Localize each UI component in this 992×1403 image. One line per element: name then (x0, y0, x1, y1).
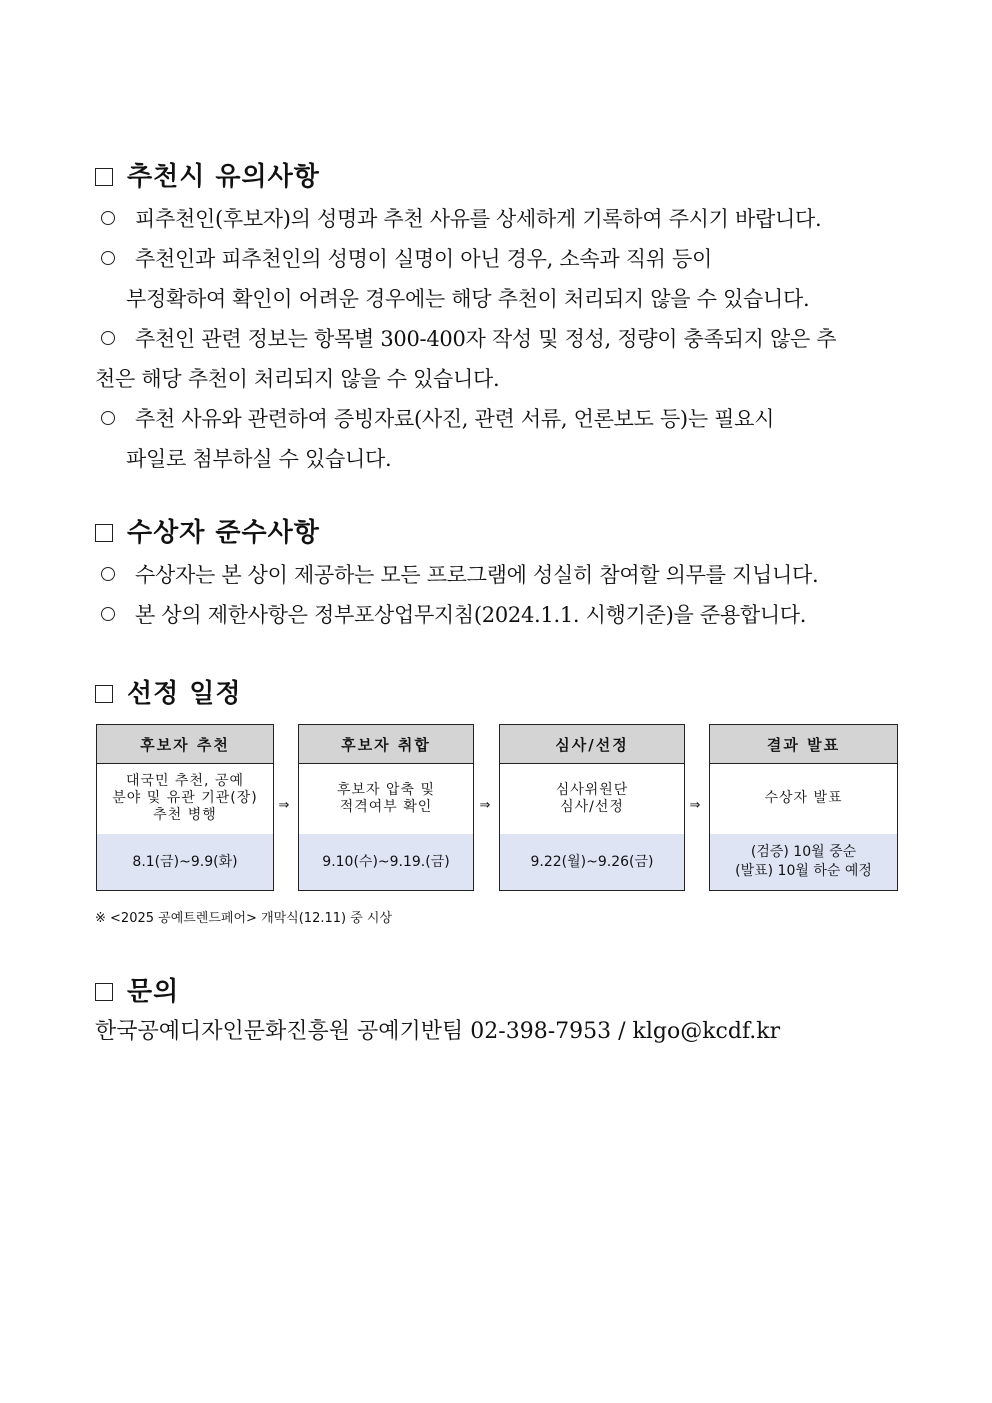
circle-bullet-icon (101, 567, 115, 581)
schedule-footnote: ※ <2025 공예트렌드페어> 개막식(12.11) 중 시상 (95, 911, 393, 926)
note-line-continuation: 부정확하여 확인이 어려운 경우에는 해당 추천이 처리되지 않을 수 있습니다. (126, 287, 810, 311)
section-title-recommendation-notes: 추천시 유의사항 (95, 156, 320, 193)
schedule-step-heading: 심사/선정 (500, 725, 684, 764)
section-title-winner-obligations: 수상자 준수사항 (95, 512, 320, 549)
schedule-step-date: (검증) 10월 중순 (발표) 10월 하순 예정 (710, 834, 897, 890)
schedule-step (499, 724, 685, 891)
obligation-line: 수상자는 본 상이 제공하는 모든 프로그램에 성실히 참여할 의무를 지닙니다. (95, 559, 818, 589)
contact-info: 한국공예디자인문화진흥원 공예기반팀 02-398-7953 / klgo@kcdf.kr (95, 1019, 781, 1044)
schedule-step-date: 9.22(월)~9.26(금) (500, 834, 684, 890)
section-title-inquiry: 문의 (95, 971, 179, 1008)
schedule-step-description: 심사위원단 심사/선정 (500, 763, 684, 835)
checkbox-square-icon (95, 168, 113, 186)
arrow-right-icon: ⇒ (689, 798, 701, 813)
arrow-right-icon: ⇒ (278, 798, 290, 813)
note-line: 추천인과 피추천인의 성명이 실명이 아닌 경우, 소속과 직위 등이 (95, 243, 712, 273)
note-line-continuation: 천은 해당 추천이 처리되지 않을 수 있습니다. (95, 367, 500, 391)
checkbox-square-icon (95, 685, 113, 703)
circle-bullet-icon (101, 331, 115, 345)
note-line: 추천인 관련 정보는 항목별 300-400자 작성 및 정성, 정량이 충족되지 않은 추 (95, 323, 836, 353)
note-line-continuation: 파일로 첨부하실 수 있습니다. (126, 447, 392, 471)
section-title-selection-schedule: 선정 일정 (95, 673, 242, 710)
schedule-step-description: 대국민 추천, 공예 분야 및 유관 기관(장) 추천 병행 (97, 763, 273, 835)
circle-bullet-icon (101, 251, 115, 265)
circle-bullet-icon (101, 411, 115, 425)
schedule-step-date: 9.10(수)~9.19.(금) (299, 834, 473, 890)
schedule-step-heading: 후보자 취합 (299, 725, 473, 764)
schedule-step-description: 수상자 발표 (710, 763, 897, 835)
circle-bullet-icon (101, 211, 115, 225)
schedule-step-date: 8.1(금)~9.9(화) (97, 834, 273, 890)
note-line: 피추천인(후보자)의 성명과 추천 사유를 상세하게 기록하여 주시기 바랍니다. (95, 203, 821, 233)
note-line: 추천 사유와 관련하여 증빙자료(사진, 관련 서류, 언론보도 등)는 필요시 (95, 403, 774, 433)
obligation-line: 본 상의 제한사항은 정부포상업무지침(2024.1.1. 시행기준)을 준용합니다. (95, 599, 806, 629)
schedule-step-description: 후보자 압축 및 적격여부 확인 (299, 763, 473, 835)
schedule-step (709, 724, 898, 891)
checkbox-square-icon (95, 983, 113, 1001)
schedule-step-heading: 결과 발표 (710, 725, 897, 764)
schedule-step (298, 724, 474, 891)
schedule-step-heading: 후보자 추천 (97, 725, 273, 764)
checkbox-square-icon (95, 524, 113, 542)
circle-bullet-icon (101, 607, 115, 621)
arrow-right-icon: ⇒ (479, 798, 491, 813)
schedule-step (96, 724, 274, 891)
